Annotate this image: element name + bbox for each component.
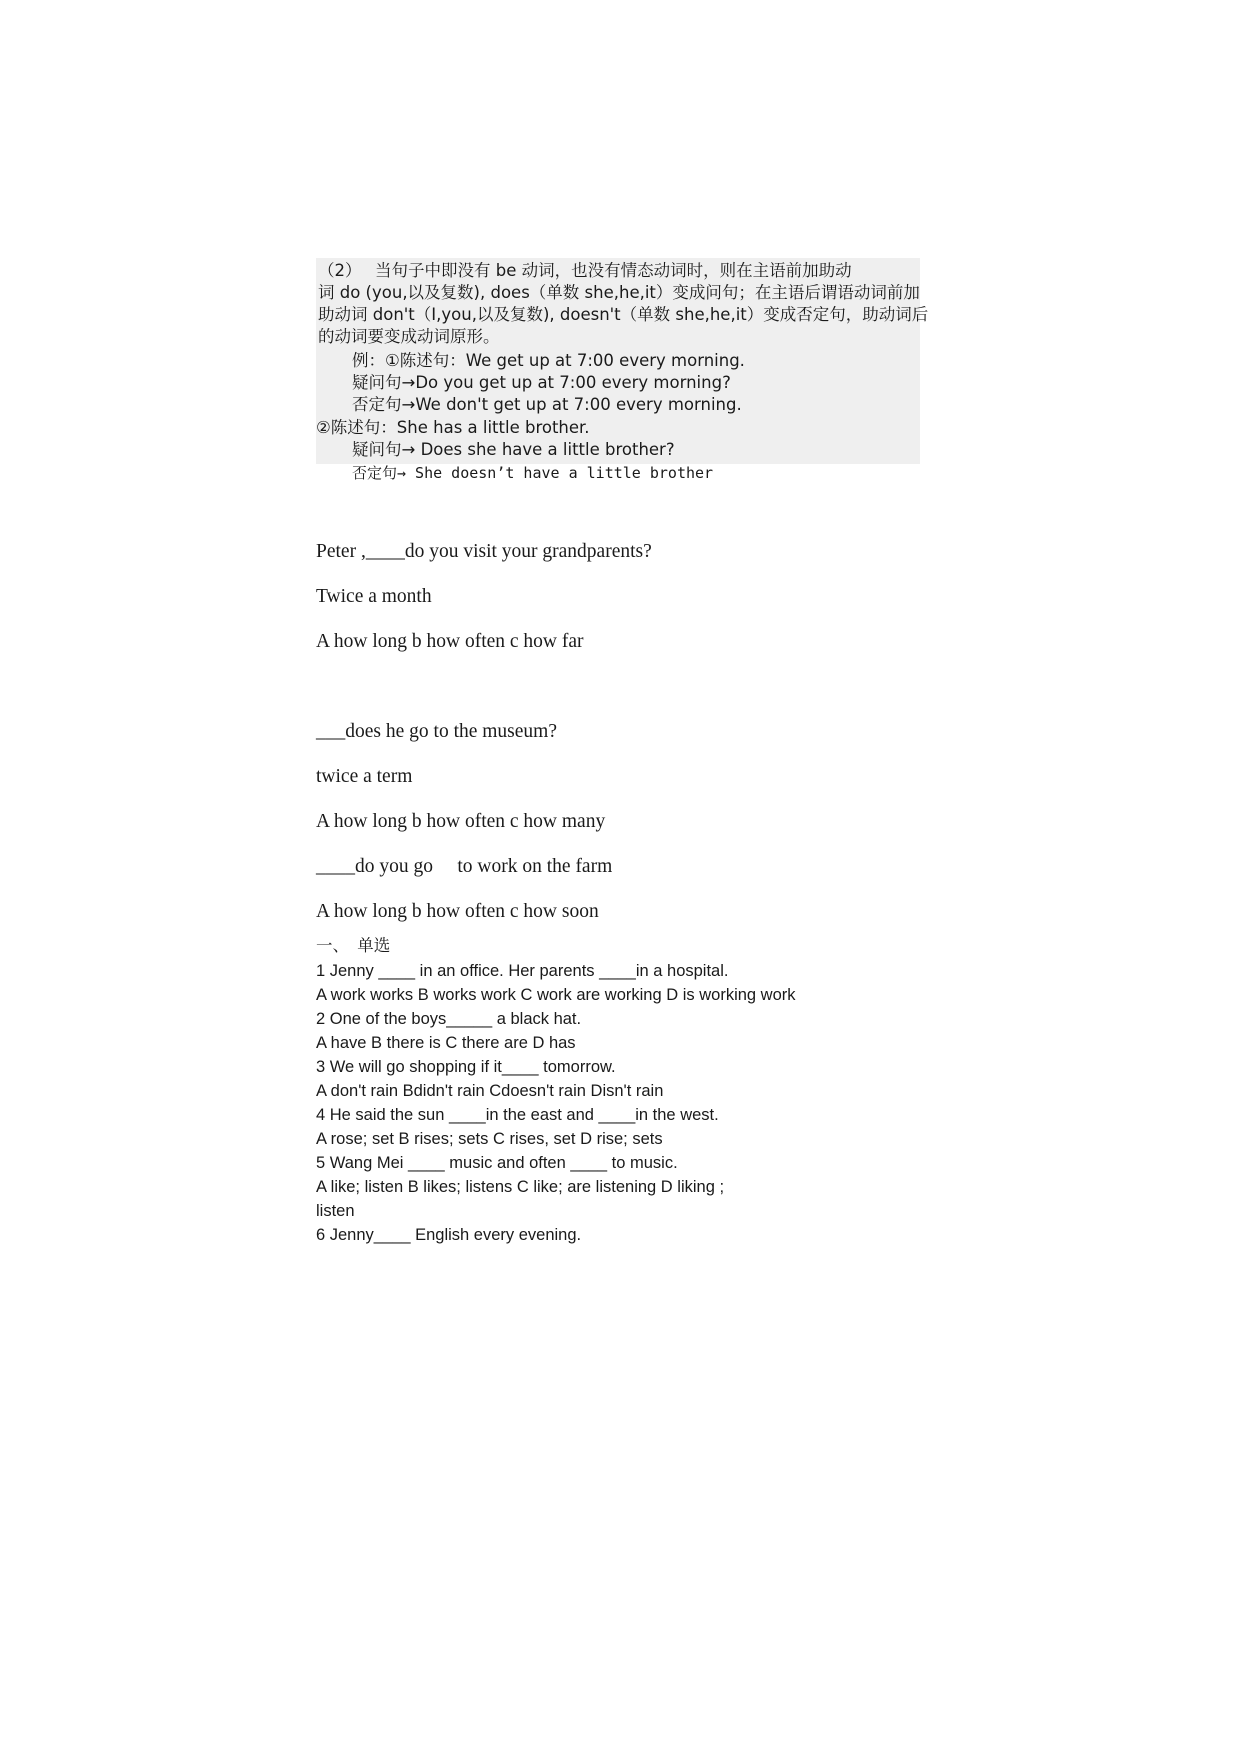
exercise-question: 4 He said the sun ____in the east and ____in the west. xyxy=(316,1106,719,1124)
exercise-question: 2 One of the boys_____ a black hat. xyxy=(316,1010,582,1028)
example-statement: 例：①陈述句：We get up at 7:00 every morning. xyxy=(352,351,745,370)
options-line: A how long b how often c how far xyxy=(316,631,584,652)
options-line: A how long b how often c how soon xyxy=(316,901,599,922)
exercise-options: A don't rain Bdidn't rain Cdoesn't rain Disn't rain xyxy=(316,1082,664,1100)
exercise-options: A rose; set B rises; sets C rises, set D rise; sets xyxy=(316,1130,663,1148)
options-line: A how long b how often c how many xyxy=(316,811,606,832)
example-negative: 否定句→We don't get up at 7:00 every morning. xyxy=(352,395,742,414)
grammar-note-line: 助动词 don't（I,you,以及复数), doesn't（单数 she,he,it）变成否定句，助动词后 xyxy=(318,305,929,324)
grammar-note-line: 的动词要变成动词原形。 xyxy=(318,327,500,346)
exercise-question: 5 Wang Mei ____ music and often ____ to music. xyxy=(316,1154,678,1172)
grammar-note-line: （2） 当句子中即没有 be 动词，也没有情态动词时，则在主语前加助动 xyxy=(318,261,852,280)
question-line: ____do you go to work on the farm xyxy=(316,856,613,877)
answer-line: Twice a month xyxy=(316,586,432,607)
question-line: Peter ,____do you visit your grandparents? xyxy=(316,541,652,562)
answer-line: twice a term xyxy=(316,766,413,787)
example-statement: ②陈述句：She has a little brother. xyxy=(316,418,590,437)
exercise-options: A work works B works work C work are working D is working work xyxy=(316,986,796,1004)
grammar-note-line: 词 do (you,以及复数), does（单数 she,he,it）变成问句；在主语后谓语动词前加 xyxy=(318,283,920,302)
exercise-options-continued: listen xyxy=(316,1202,355,1220)
exercise-options: A have B there is C there are D has xyxy=(316,1034,576,1052)
example-negative: 否定句→ She doesn’t have a little brother xyxy=(352,464,714,482)
exercise-question: 6 Jenny____ English every evening. xyxy=(316,1226,582,1244)
exercise-options: A like; listen B likes; listens C like; are listening D liking ; xyxy=(316,1178,725,1196)
exercise-question: 3 We will go shopping if it____ tomorrow. xyxy=(316,1058,616,1076)
example-question: 疑问句→Do you get up at 7:00 every morning? xyxy=(352,373,731,392)
example-question: 疑问句→ Does she have a little brother? xyxy=(352,440,675,459)
section-heading: 一、 单选 xyxy=(316,936,391,955)
exercise-question: 1 Jenny ____ in an office. Her parents ____in a hospital. xyxy=(316,962,729,980)
question-line: ___does he go to the museum? xyxy=(316,721,557,742)
